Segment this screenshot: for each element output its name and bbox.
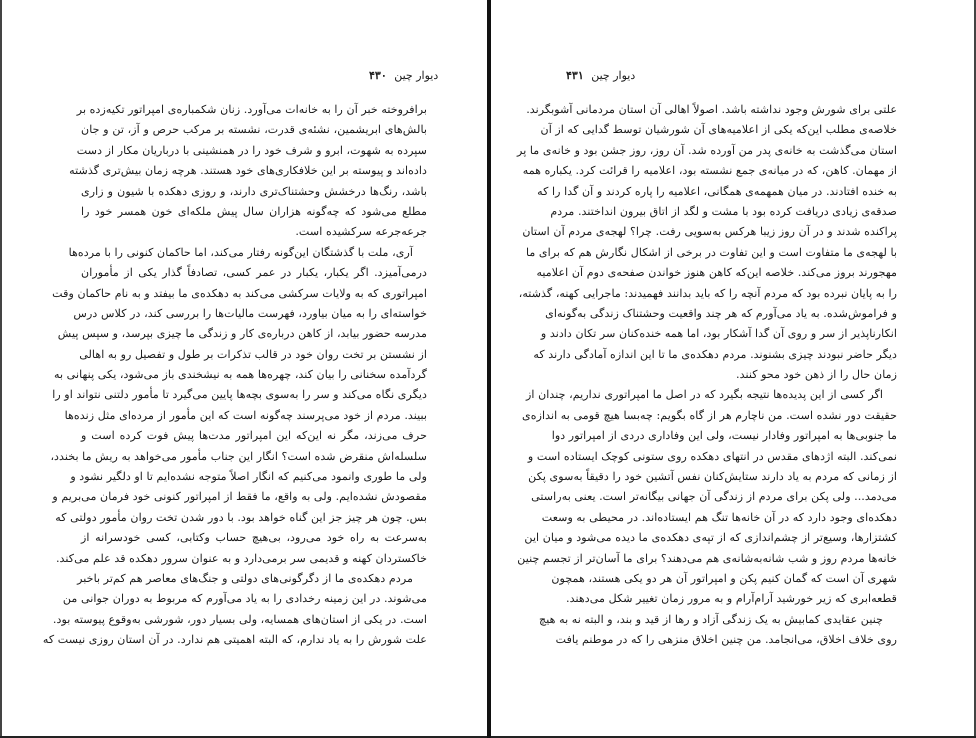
text-line: به خنده افتادند. در میان همهمه‌ی همگانی، اعلامیه را پاره کردند و آن گدا را که xyxy=(537,184,897,198)
text-line: مدرسه حضور بیابد، از کاهن درباره‌ی کار و زندگی ما چیزی بپرسد، و سپس پیش xyxy=(57,327,427,341)
text-line: کشتزارها، وسیع‌تر از چشم‌اندازی که از تپه‌ی دهکده‌ی ما دیده می‌شود و میان این xyxy=(524,531,897,545)
text-line: خلاصه‌ی مطلب این‌که یکی از اعلامیه‌های آن شورشیان توسط گدایی که از آن xyxy=(540,123,897,137)
text-line: مهجورند بروز می‌کند. خلاصه این‌که کاهن هنوز خواندن صفحه‌ی دوم آن اعلامیه xyxy=(536,266,897,280)
text-line: حرف می‌زند، مگر نه این‌که این امپراتور مدت‌ها پیش فوت کرده است و xyxy=(81,429,427,443)
text-line: با لهجه‌ی ما متفاوت است و این تفاوت در برخی از اشکال نگارش هم که برای ما xyxy=(525,245,897,259)
text-line: بالش‌های ابریشمین، نشئه‌ی قدرت، نشسته بر مرکب حرص و آز، تن و جان xyxy=(81,123,427,137)
text-line: ولی ما طوری وانمود می‌کنیم که انگار اصلاً متوجه نشده‌ایم تا او دلگیر نشود و xyxy=(70,470,427,484)
text-line: زمان حال را از ذهن خود محو کنند. xyxy=(736,368,897,382)
text-line: و فراموش‌شده. به یاد می‌آورم که هر چند واقعیت وحشتناک زندگی به‌گونه‌ای xyxy=(545,306,897,320)
text-line: انکارناپذیر از سر و روی آن گدا آشکار بود، اما همه خنده‌کنان سر تکان دادند و xyxy=(540,327,897,341)
text-line: مطلع می‌شود که چه‌گونه هزاران سال پیش ملکه‌ای خون همسر خود را xyxy=(81,204,427,218)
text-line: پراکنده شدند و در آن روز زیبا هرکس به‌سویی رفت. چرا؟ لهجه‌ی مردم آن استان xyxy=(522,225,897,239)
text-line: مردم دهکده‌ی ما از دگرگونی‌های دولتی و جنگ‌های معاصر هم کم‌تر باخبر xyxy=(77,571,413,585)
text-line: اگر کسی از این پدیده‌ها نتیجه بگیرد که در اصل ما امپراتوری نداریم، چندان از xyxy=(526,388,883,402)
text-line: دیگر حاضر نبودند چیزی بشنوند. مردم دهکده‌ی ما تا این اندازه آمادگی دارند که xyxy=(533,347,897,361)
text-line: سپرده به شهوت، ابرو و شرف خود را در همنشینی با درباریان مکار از دست xyxy=(76,143,427,157)
text-line: خواسته‌ای را به میان بیاورد، فهرست مالیات‌ها را بررسی کند، در کلاس درس xyxy=(73,306,427,320)
text-line: برافروخته خبر آن را به خانه‌ات می‌آورد. زنان شکمباره‌ی امپراتور تکیه‌زده بر xyxy=(76,103,427,116)
text-line: به‌سرعت به راه خود می‌رود، بی‌هیچ حساب وکتابی، کسی خودسرانه از xyxy=(81,531,427,545)
text-line: خاکستردان کهنه و قدیمی سر برمی‌دارد و به عنوان سرور دهکده قد علم می‌کند. xyxy=(55,551,427,565)
right-page-body xyxy=(517,100,897,651)
text-line: دهکده‌ای وجود دارد که در آن خانه‌ها تنگ هم ایستاده‌اند. در محیطی به وسعت xyxy=(541,510,897,524)
text-line: مقصودش نشده‌ایم. ولی به واقع، ما فقط از امپراتور کنونی خود فرمان می‌بریم و xyxy=(52,490,427,504)
text-line: علت شورش را به یاد ندارم، که البته اهمیتی هم ندارد. در آن استان روزی نیست که xyxy=(42,633,427,647)
text-line: آری، ملت با گذشتگان این‌گونه رفتار می‌کند، اما حاکمان کنونی را با مرده‌ها xyxy=(68,245,413,259)
right-page-header xyxy=(562,68,635,84)
text-line: باشد، رنگ‌ها درخشش وحشتناک‌تری دارند، و روزی دهکده با شیون و زاری xyxy=(81,184,427,198)
right-page xyxy=(491,0,976,738)
text-line: از مهمان. کاهن، که در میانه‌ی جمع نشسته بود، اعلامیه را قرائت کرد. یکباره همه xyxy=(522,164,897,178)
text-line: است. در یکی از استان‌های همسایه، ولی بسیار دور، شورشی به‌وقوع پیوسته بود. xyxy=(52,612,427,626)
left-page-header xyxy=(365,68,438,84)
text-line: بس. چون هر چیز جز این گناه خواهد بود. با دور شدن تخت روان مأمور دولتی که xyxy=(55,510,427,524)
text-line: صدقه‌ی زیادی دریافت کرده بود با مشت و لگد از اتاق بیرون انداختند. مردم xyxy=(550,204,897,218)
text-line: را به پایان نبرده بود که مردم آنچه را که باید بدانند فهمیدند: ماجرایی کهنه، گذشته، xyxy=(518,286,897,300)
text-line: درمی‌آمیزد. اگر یکبار، یکبار در عمر کسی، تصادفاً گذار یکی از مأموران xyxy=(81,266,427,280)
right-page-number: ۴۳۱ xyxy=(566,69,584,82)
left-page-body xyxy=(42,100,427,651)
text-line: علتی برای شورش وجود نداشته باشد. اصولاً اهالی آن استان مردمانی آشوبگرند. xyxy=(526,103,897,116)
text-line: از زمانی که مردم به یاد دارند ستایش‌کنان نفس آتشین خود را دقیقاً به‌سوی پکن xyxy=(528,470,897,484)
text-line: روی خلاف اخلاق، می‌انجامد. من چنین اخلاق منزهی را که در موطنم یافت xyxy=(555,633,897,647)
text-line: استان می‌گذشت به خانه‌ی پدر من آورده شد. آن روز، روز جشن بود و خانه‌ی ما پر xyxy=(517,143,897,157)
text-line: امپراتوری که به ولایات سرکشی می‌کند به دهکده‌ی ما بیفتد و به نام حاکمان وقت xyxy=(52,286,427,300)
text-line: شهری آن است که گمان کنیم پکن و امپراتور آن هر دو یکی هستند، همچون xyxy=(551,571,897,585)
right-running-title: دیوار چین xyxy=(591,69,636,82)
text-line: خانه‌ها مردم روز و شب شانه‌به‌شانه‌ی هم می‌دهند؟ برای ما آسان‌تر از تجسم چنین xyxy=(517,551,897,565)
text-line: ما جنوبی‌ها به امپراتور وفادار نیست، ولی این وفاداری دردی از امپراتور دوا xyxy=(551,429,897,443)
text-line: ببیند. مردم از خود می‌پرسند چه‌گونه است که این مأمور از مرده‌ای مثل زنده‌ها xyxy=(64,408,427,422)
text-line: می‌دمد... ولی پکن برای مردم از زندگی آن جهانی بیگانه‌تر است. یعنی به‌راستی xyxy=(531,490,897,504)
text-line: می‌شوند. در این زمینه رخدادی را به یاد می‌آورم که مربوط به دوران جوانی من xyxy=(62,592,427,606)
text-line: چنین عقایدی کمابیش به یک زندگی آزاد و رها از قید و بند، و البته نه به هیچ xyxy=(539,612,883,626)
text-line: دیگری نگاه می‌کند و سر را به‌سوی بچه‌ها پایین می‌گیرد تا مأمور دلتنی نتواند او را xyxy=(52,388,427,402)
text-line: از نشستن بر تخت روان خود در قالب تذکرات بر طول و تفصیل رو به اهالی xyxy=(79,347,427,361)
text-line: داده‌اند و پیوسته بر این خلافکاری‌های خود هستند. هرچه زمان بیش‌تری گذشته xyxy=(69,164,427,178)
text-line: نمی‌کند. البته اژدهای مقدس در انتهای دهکده روی ستونی کوچک ایستاده است و xyxy=(527,449,897,463)
text-line: گردآمده سخنانی را بیان کند، چهره‌ها همه به نیشخندی باز می‌شود، یکی پنهانی به xyxy=(54,368,427,382)
text-line: سلسله‌اش منقرض شده است؟ انگار این جناب مأمور می‌خواهد به ریش ما بخندد، xyxy=(50,449,427,463)
text-line: حقیقت دور نشده است. من ناچارم هر از گاه بگویم: چه‌بسا هیچ قومی به اندازه‌ی xyxy=(522,408,897,422)
text-line: جرعه‌جرعه سرکشیده است. xyxy=(295,225,427,239)
text-line: قطعه‌ابری که زیر خورشید آرام‌آرام و به مرور زمان تغییر شکل می‌دهند. xyxy=(566,592,897,606)
left-page-number: ۴۳۰ xyxy=(369,69,387,82)
left-running-title: دیوار چین xyxy=(394,69,439,82)
